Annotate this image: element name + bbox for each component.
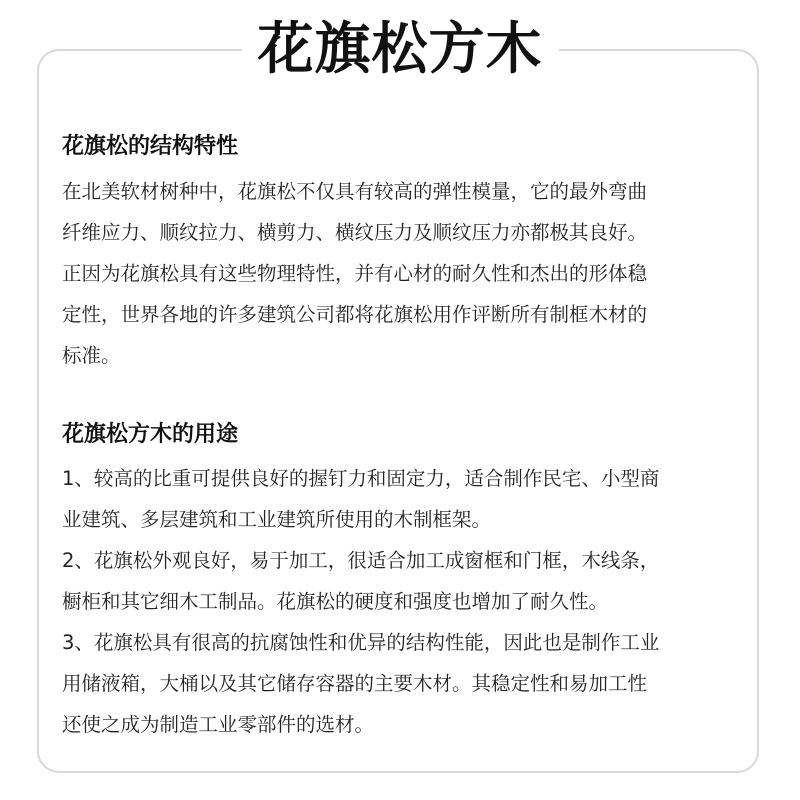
page-title (0, 14, 800, 86)
body-line: 在北美软材树种中，花旗松不仅具有较高的弹性模量，它的最外弯曲 (62, 180, 648, 203)
body-line: 标准。 (62, 344, 121, 367)
body-line: 橱柜和其它细木工制品。花旗松的硬度和强度也增加了耐久性。 (62, 590, 609, 613)
section-body (62, 171, 752, 376)
body-line: 还使之成为制造工业零部件的选材。 (62, 713, 375, 736)
body-line: 1、较高的比重可提供良好的握钉力和固定力，适合制作民宅、小型商 (62, 467, 660, 490)
body-line: 定性，世界各地的许多建筑公司都将花旗松用作评断所有制框木材的 (62, 303, 648, 326)
section-heading: 花旗松的结构特性 (62, 134, 239, 159)
body-line: 正因为花旗松具有这些物理特性，并有心材的耐久性和杰出的形体稳 (62, 262, 648, 285)
section-structural-properties (62, 132, 752, 376)
page-title-text: 花旗松方木 (242, 14, 559, 86)
body-line: 用储液箱，大桶以及其它储存容器的主要木材。其稳定性和易加工性 (62, 672, 648, 695)
section-body (62, 458, 752, 745)
body-line: 3、花旗松具有很高的抗腐蚀性和优异的结构性能，因此也是制作工业 (62, 631, 660, 654)
body-line: 2、花旗松外观良好，易于加工，很适合加工成窗框和门框，木线条， (62, 549, 660, 572)
section-uses (62, 420, 752, 745)
body-line: 纤维应力、顺纹拉力、横剪力、横纹压力及顺纹压力亦都极其良好。 (62, 221, 648, 244)
section-heading: 花旗松方木的用途 (62, 422, 239, 447)
body-line: 业建筑、多层建筑和工业建筑所使用的木制框架。 (62, 508, 492, 531)
